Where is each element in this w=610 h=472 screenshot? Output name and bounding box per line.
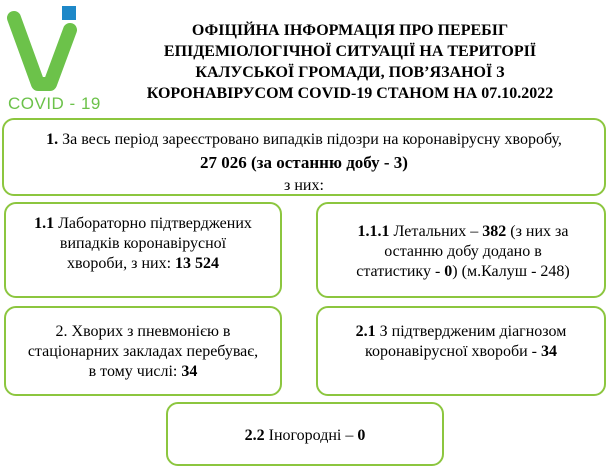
pneumonia-line-2: стаціонарних закладах перебуває, xyxy=(27,343,259,360)
covid-logo xyxy=(4,4,104,113)
deaths-last-day-value: 0 xyxy=(444,263,453,280)
total-suspected-value: 27 026 (за останню добу - 3) xyxy=(200,153,408,172)
lab-confirmed-line-3 xyxy=(14,254,272,274)
item-number: 2.2 xyxy=(244,427,265,444)
lab-confirmed-value: 13 524 xyxy=(175,255,220,272)
non-residents-value: 0 xyxy=(357,427,366,444)
deaths-text-3a: статистику - xyxy=(356,263,445,280)
pneumonia-text-3: в тому числі: xyxy=(88,363,182,380)
title-line-4: КОРОНАВІРУСОМ COVID-19 СТАНОМ НА 07.10.2022 xyxy=(146,85,554,102)
lab-confirmed-text-3: хвороби, з них: xyxy=(66,255,176,272)
non-residents-box xyxy=(166,402,444,466)
pneumonia-line-3 xyxy=(14,362,272,382)
total-suspected-tail: з них: xyxy=(284,177,324,194)
title-line-2: ЕПІДЕМІОЛОГІЧНОЇ СИТУАЦІЇ НА ТЕРИТОРІЇ xyxy=(163,43,537,60)
item-number: 1. xyxy=(46,131,59,148)
covid-v-logo-icon xyxy=(4,4,104,94)
pneumonia-value: 34 xyxy=(181,363,198,380)
deaths-line-1 xyxy=(328,222,598,242)
confirmed-diagnosis-text-2: коронавірусної хвороби - xyxy=(365,343,541,360)
total-suspected-box xyxy=(2,118,606,196)
non-residents-line xyxy=(176,426,434,446)
confirmed-diagnosis-text-1: З підтвердженим діагнозом xyxy=(375,323,567,340)
deaths-text-2: (з них за xyxy=(506,223,569,240)
title-line-3: КАЛУСЬКОЇ ГРОМАДИ, ПОВ’ЯЗАНОЇ З xyxy=(195,64,505,81)
pneumonia-line-1: 2. Хворих з пневмонією в xyxy=(55,323,231,340)
deaths-line-3 xyxy=(328,262,598,282)
title-line-1: ОФІЦІЙНА ІНФОРМАЦІЯ ПРО ПЕРЕБІГ xyxy=(191,22,509,39)
deaths-box xyxy=(316,202,606,298)
item-number: 2.1 xyxy=(355,323,376,340)
deaths-line-2: останню добу додано в xyxy=(384,243,542,260)
lab-confirmed-text-1: Лабораторно підтверджених xyxy=(54,215,252,232)
confirmed-diagnosis-line-2 xyxy=(326,342,596,362)
logo-caption: COVID - 19 xyxy=(8,94,101,113)
deaths-label: Летальних – xyxy=(389,223,483,240)
pneumonia-box xyxy=(4,306,282,396)
item-number: 1.1.1 xyxy=(357,223,390,240)
total-suspected-text: За весь період зареєстровано випадків підозри на коронавірусну хворобу, xyxy=(58,131,562,148)
lab-confirmed-line-2: випадків коронавірусної xyxy=(59,235,227,252)
deaths-text-3b: ) (м.Калуш - 248) xyxy=(452,263,570,280)
page-title xyxy=(110,20,590,104)
confirmed-diagnosis-box xyxy=(316,306,606,396)
item-number: 1.1 xyxy=(34,215,55,232)
confirmed-diagnosis-line-1 xyxy=(326,322,596,342)
non-residents-text: Іногородні – xyxy=(264,427,358,444)
deaths-value: 382 xyxy=(482,223,507,240)
confirmed-diagnosis-value: 34 xyxy=(541,343,557,360)
lab-confirmed-line-1 xyxy=(14,214,272,234)
lab-confirmed-box xyxy=(4,202,282,298)
total-suspected-line xyxy=(4,128,604,151)
